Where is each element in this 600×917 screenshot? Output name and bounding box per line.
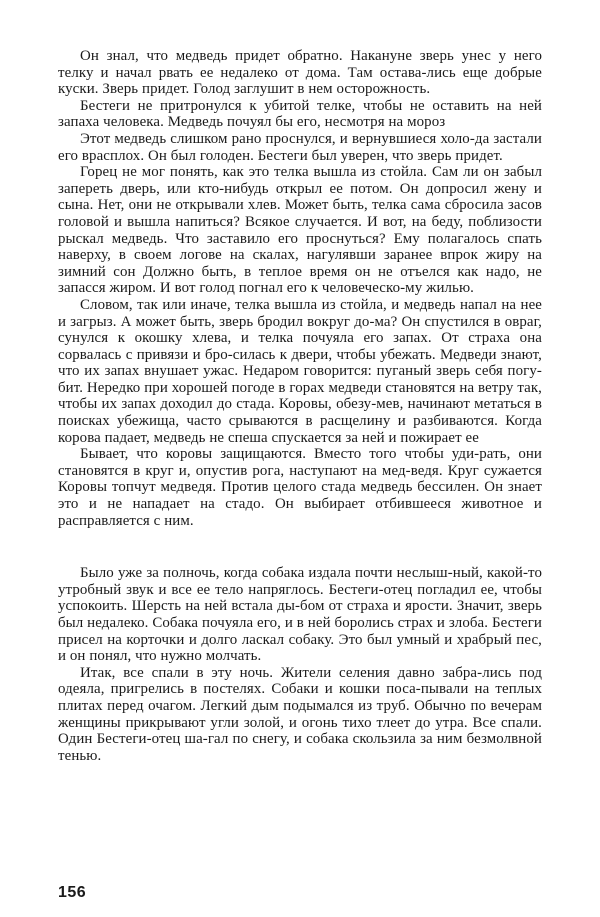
paragraph: Этот медведь слишком рано проснулся, и вернувшиеся холо-да застали его врасплох. Он был голоден. Бестеги был уверен, что зверь придет. <box>58 130 542 164</box>
book-page <box>58 48 542 908</box>
paragraph: Итак, все спали в эту ночь. Жители селения давно забра-лись под одеяла, пригрелись в постелях. Собаки и кошки поса-пывали на теплых плитах перед очагом. Легкий дым подымался из труб. Обычно по вечерам женщины прикрывают угли золой, и огонь тихо тлеет до утра. Все спали. Один Бестеги-отец ша-гал по снегу, и собака скользила за ним безмолвной тенью. <box>58 664 542 764</box>
paragraph: Словом, так или иначе, телка вышла из стойла, и медведь напал на нее и загрыз. А может быть, зверь бродил вокруг до-ма? Он спустился в овраг, сунулся к окошку хлева, и телка почуяла его запах. От страха она сорвалась с привязи и бро-силась к двери, чтобы убежать. Медведи знают, что их запах внушает ужас. Недаром говорится: пуганый зверь себя погу-бит. Нередко при хорошей погоде в горах медведи становятся на ветру так, чтобы их запах доходил до стада. Коровы, обезу-мев, начинают метаться в поисках убежища, часто срываются в расщелину и разбиваются. Когда корова падает, медведь не спеша спускается за ней и пожирает ее <box>58 296 542 446</box>
text-section-2 <box>58 565 542 764</box>
paragraph: Горец не мог понять, как это телка вышла из стойла. Сам ли он забыл запереть дверь, или кто-нибудь открыл ее потом. Он допросил жену и сына. Нет, они не открывали хлев. Может быть, телка сама сбросила засов головой и вышла напиться? Всякое случается. И вот, на беду, поблизости рыскал медведь. Что заставило его проснуться? Ему полагалось спать наверху, в своем логове на скалах, нагулявши заранее впрок жиру на зимний сон Должно быть, в теплое время он не отъелся как надо, не запасся жиром. И вот голод погнал его к человеческо-му жилью. <box>58 164 542 297</box>
paragraph: Было уже за полночь, когда собака издала почти неслыш-ный, какой-то утробный звук и все ее тело напряглось. Бестеги-отец погладил ее, чтобы успокоить. Шерсть на ней встала ды-бом от страха и ярости. Значит, зверь был недалеко. Собака почуяла его, и в ней боролись страх и злоба. Бестеги присел на корточки и долго ласкал собаку. Это был умный и храбрый пес, и он понял, что нужно молчать. <box>58 565 542 665</box>
paragraph: Бывает, что коровы защищаются. Вместо того чтобы уди-рать, они становятся в круг и, опустив рога, наступают на мед-ведя. Круг сужается Коровы топчут медведя. Против целого стада медведь бессилен. Он знает это и не нападает на стадо. Он выбирает отбившееся животное и расправляется с ним. <box>58 446 542 529</box>
text-section-1 <box>58 48 542 529</box>
paragraph: Он знал, что медведь придет обратно. Накануне зверь унес у него телку и начал рвать ее недалеко от дома. Там остава-лись еще добрые куски. Зверь придет. Голод заглушит в нем осторожность. <box>58 48 542 98</box>
page-number: 156 <box>58 884 87 901</box>
paragraph: Бестеги не притронулся к убитой телке, чтобы не оставить на ней запаха человека. Медведь почуял бы его, несмотря на мороз <box>58 97 542 131</box>
